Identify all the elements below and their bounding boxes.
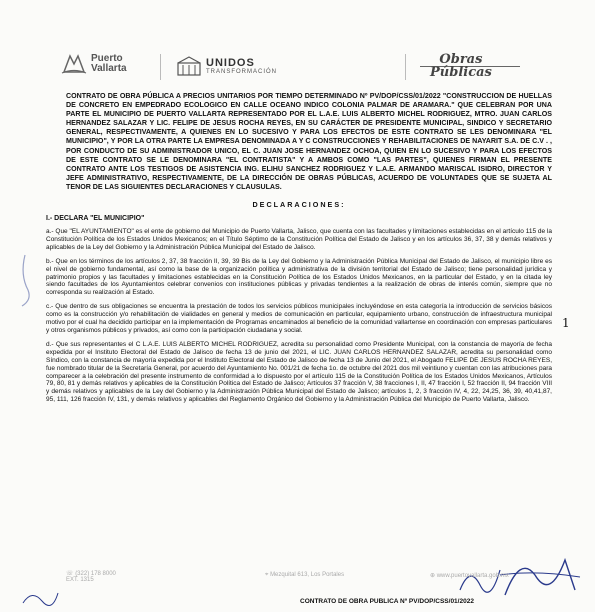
logo-unidos-subtitle: TRANSFORMACIÓN: [206, 69, 277, 75]
paragraph-d: d.- Que sus representantes el C L.A.E. LUIS ALBERTO MICHEL RODRIGUEZ, acredita su personalidad como Presidente Municipal, con la constancia de mayoría de fecha expedida por el Instituto Electoral del Estado de Jalisco de fecha 13 de junio del 2021, el LIC. JUAN CARLOS HERNANDEZ SALAZAR, acredita su personalidad como Síndico, con la constancia de mayoría expedida por el Instituto Electoral del Estado de Jalisco de fecha 13 de Junio del 2021, el Abogado FELIPE DE JESUS ROCHA REYES, fue nombrado titular de la Secretaría General, por acuerdo del Ayuntamiento No. 001/21 de fecha 1o. de octubre del 2021 dos mil veintiuno y cuentan con las atribuciones para comparecer a la celebración del presente instrumento de conformidad a lo dispuesto por el artículo 115 de la Constitución Política de los Estados Unidos Mexicanos, Artículos 79, 80, 81 y demás relativos y aplicables de la Constitución Política del Estado de Jalisco; Artículos 37 fracción V, 38 fracciones I, II, 47 fracción I, 52 fracción II, 94 fracción VIII y demás relativos y aplicables de la Ley del Gobierno y la Administración Pública Municipal del Estado de Jalisco; artículos 1, 2, 3 fracción IV, 4, 22, 24,25, 36, 39, 40,41,87, 95, 111, 126 fracción IV, 131, y demás relativos y aplicables del Reglamento Orgánico del Gobierno y la Administración Pública del Municipio de Puerto Vallarta, Jalisco.: [46, 340, 552, 404]
paragraph-a: a.- Que "EL AYUNTAMIENTO" es el ente de gobierno del Municipio de Puerto Vallarta, Jalisco, que cuenta con las facultades y limitaciones establecidas en el artículo 115 de la Constitución Política de los Estados Unidos Mexicanos; en el Título Séptimo de la Constitución Política del Estado de Jalisco y en los artículos 36, 37, 38 y demás relativos y aplicables de la Ley del Gobierno y la Administración Pública Municipal del Estado de Jalisco.: [46, 228, 552, 251]
footer-website-text: www.puertovallarta.gob.mx: [436, 573, 509, 579]
document-header: [0, 0, 595, 90]
footer-address-text: Mezquital 613, Los Portales: [270, 572, 345, 578]
document-body: [46, 92, 552, 404]
logo-obras-line2: Públicas: [430, 65, 492, 80]
footer-phone: [66, 570, 116, 583]
header-divider: [405, 54, 406, 80]
obras-publicas-logo: [430, 52, 492, 80]
location-pin-icon: ⌖: [265, 572, 269, 578]
header-divider: [160, 54, 161, 80]
footer-phone-number: (322) 178 8000: [75, 571, 116, 577]
logo-obras-line1: Obras: [439, 52, 483, 67]
footer-website: [430, 572, 509, 579]
building-icon: [176, 55, 202, 77]
signature-mark: [10, 250, 40, 310]
footer-contract-number: CONTRATO DE OBRA PUBLICA Nº PV/DOP/CSS/01/2022: [300, 598, 474, 605]
sub-title: I.- DECLARA "EL MUNICIPIO": [46, 215, 145, 223]
unidos-logo: [176, 55, 277, 77]
footer-phone-ext: EXT. 1315: [66, 577, 94, 583]
page-number: 1: [562, 316, 570, 330]
logo-unidos-title: UNIDOS: [206, 57, 255, 69]
logo-pv-line1: Puerto: [91, 53, 123, 64]
paragraph-c: c.- Que dentro de sus obligaciones se encuentra la prestación de todos los servicios públicos municipales incluyéndose en esta categoría la introducción de servicios básicos como es la construcción y/o rehabilitación de vialidades en general y medios de comunicación en particular, equipamiento urbano, construcción de infraestructura municipal motivo por el cual ha decidido participar en la implementación de Programas encaminados al beneficio de la comunidad vallartense en coordinación con empresas particulares y otros organismos públicos y privados, así como con la participación ciudadana y social.: [46, 303, 552, 334]
phone-icon: ☏: [66, 571, 74, 577]
puerto-vallarta-logo: [60, 52, 127, 76]
section-title: DECLARACIONES:: [252, 200, 346, 210]
globe-icon: ⊕: [430, 573, 436, 579]
contract-intro: CONTRATO DE OBRA PÚBLICA A PRECIOS UNITARIOS POR TIEMPO DETERMINADO Nº PV/DOP/CSS/01/2022 "CONSTRUCCION DE HUELLAS DE CONCRETO EN EMPEDRADO ECOLOGICO EN CALLE OCEANO INDICO COLONIA PALMAR DE ARAMARA." QUE CELEBRAN POR UNA PARTE EL MUNICIPIO DE PUERTO VALLARTA REPRESENTADO POR EL L.A.E. LUIS ALBERTO MICHEL RODRIGUEZ, MTRO. JUAN CARLOS HERNANDEZ SALAZAR Y LIC. FELIPE DE JESUS ROCHA REYES, EN SU CARÁCTER DE PRESIDENTE MUNICIPAL, SINDICO Y SECRETARIO GENERAL, RESPECTIVAMENTE, A QUIENES EN LO SUCESIVO Y PARA LOS EFECTOS DE ESTE CONTRATO SE LES DENOMINARA "EL MUNICIPIO", Y POR LA OTRA PARTE LA EMPRESA DENOMINADA A Y C CONSTRUCCIONES Y REHABILITACIONES DE NAYARIT S.A. DE C.V . , POR CONDUCTO DE SU ADMINISTRADOR UNICO, EL C. JUAN JOSE HERNANDEZ OCHOA, QUIEN EN LO SUCESIVO Y PARA LOS EFECTOS DE ESTE CONTRATO SE LE DENOMINARA "EL CONTRATISTA" Y A AMBOS COMO "LAS PARTES", QUIENES FIRMAN EL PRESENTE CONTRATO ANTE LOS TESTIGOS DE ASISTENCIA ING. ELIHU SANCHEZ RODRIGUEZ Y L.A.E. ARMANDO MARISCAL ISIDRO, DIRECTOR Y JEFE ADMINISTRATIVO, RESPECTIVAMENTE, DE LA DIRECCIÓN DE OBRAS PÚBLICAS, ACUERDO DE VOLUNTADES QUE SE SUJETA AL TENOR DE LAS SIGUIENTES DECLARACIONES Y CLAUSULAS.: [66, 92, 552, 191]
paragraph-b: b.- Que en los términos de los artículos 2, 37, 38 fracción II, 39, 39 Bis de la Ley del Gobierno y la Administración Pública Municipal del Estado de Jalisco, el municipio libre es el nivel de gobierno fundamental, así como la base de la organización política y administrativa de la división territorial del Estado de Jalisco; tiene personalidad jurídica y patrimonio propios y las facultades y limitaciones establecidas en la Constitución Política de los Estados Unidos Mexicanos, en la particular del Estado, y en la citada ley siendo facultades de los Ayuntamientos celebrar convenios con instituciones públicas y privadas tendientes a la realización de obras de interés común, siempre que no corresponda su realización al Estado.: [46, 257, 552, 297]
document-footer: [0, 556, 595, 612]
shield-icon: [60, 52, 88, 76]
footer-address: [265, 572, 344, 579]
logo-pv-line2: Vallarta: [91, 63, 127, 74]
